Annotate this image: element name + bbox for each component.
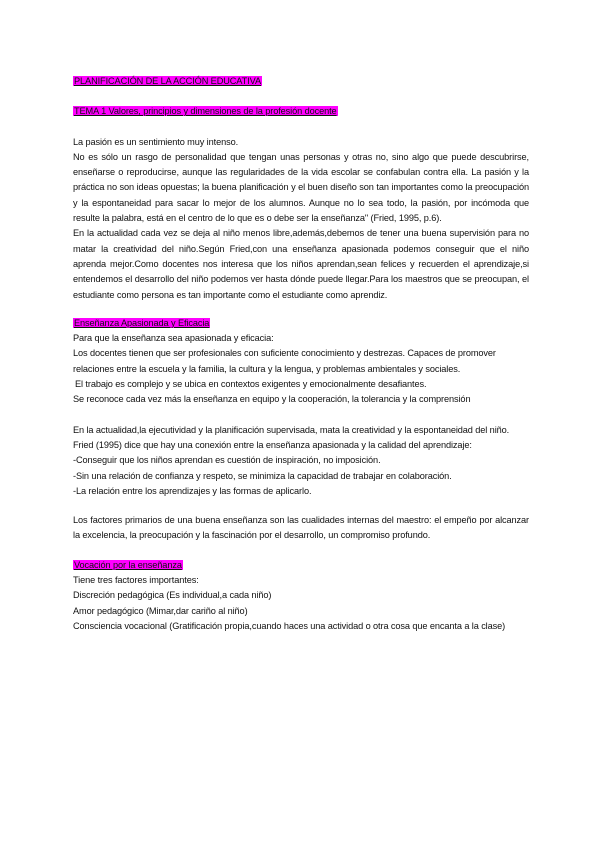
section2-line-10: Los factores primarios de una buena enseñanza son las cualidades internas del maestro: el empeño por alcanzar la excelencia, la preocupación y la fascinación por el desarrollo, un compromiso profundo. — [73, 515, 529, 541]
section2-line-8: -Sin una relación de confianza y respeto, se minimiza la capacidad de trabajar en colaboración. — [73, 470, 452, 481]
section2-heading — [73, 316, 529, 331]
section1-paragraph-3: En la actualidad cada vez se deja al niño menos libre,además,debemos de tener una buena supervisión para no matar la creatividad del niño.Según Fried,con una enseñanza apasionada podemos conseguir que el niño aprenda mejor.Como docentes nos interesa que los niños aprendan,sean felices y recuerden el aprendizaje,si entendemos el desarrollo del niño podemos ver hasta dónde puede llegar.Para los maestros que se preocupan, el estudiante como persona es tan importante como el estudiante como aprendiz. — [73, 228, 529, 300]
section2-heading-text: Enseñanza Apasionada y Eficacia — [74, 317, 210, 328]
section3-heading — [73, 558, 529, 573]
section1-heading-text: TEMA 1 Valores, principios y dimensiones de la profesión docente — [74, 106, 337, 117]
section2-line-5: En la actualidad,la ejecutividad y la planificación supervisada, mata la creatividad y la espontaneidad del niño. — [73, 424, 510, 435]
section2-line-9: -La relación entre los aprendizajes y las formas de aplicarlo. — [73, 485, 312, 496]
document-title-text: PLANIFICACIÓN DE LA ACCIÓN EDUCATIVA — [74, 76, 261, 86]
section3-line-3: Amor pedagógico (Mimar,dar cariño al niño) — [73, 605, 248, 616]
section2-line-1: Para que la enseñanza sea apasionada y eficacia: — [73, 333, 274, 344]
section3-heading-text: Vocación por la enseñanza — [74, 559, 182, 570]
document-title — [73, 74, 529, 89]
section2-line-2: Los docentes tienen que ser profesionales con suficiente conocimiento y destrezas. Capaces de promover relaciones entre la escuela y la familia, la cultura y la lengua, y problemas ambientales y sociales. — [73, 348, 496, 374]
section1-paragraph-2: No es sólo un rasgo de personalidad que tengan unas personas y otras no, sino algo que puede descubrirse, enseñarse o reproducirse, aunque las regularidades de la vida escolar se confabulan contra ella. La pasión y la práctica no son ideas opuestas; la buena planificación y el buen diseño son tan importantes como la preocupación y la espontaneidad para sacar lo mejor de los alumnos. Aunque no lo sea todo, la pasión, por incómoda que resulte la palabra, está en el centro de lo que es o debe ser la enseñanza" (Fried, 1995, p.6). — [73, 151, 529, 224]
section3-line-1: Tiene tres factores importantes: — [73, 575, 199, 586]
section2-line-6: Fried (1995) dice que hay una conexión entre la enseñanza apasionada y la calidad del aprendizaje: — [73, 439, 472, 450]
section2-line-4: Se reconoce cada vez más la enseñanza en equipo y la cooperación, la tolerancia y la comprensión — [73, 394, 471, 405]
section2-line-7: -Conseguir que los niños aprendan es cuestión de inspiración, no imposición. — [73, 455, 381, 466]
section3-line-4: Consciencia vocacional (Gratificación propia,cuando haces una actividad o otra cosa que encanta a la clase) — [73, 620, 506, 631]
section1-heading — [73, 104, 529, 119]
section3-line-2: Discreción pedagógica (Es individual,a cada niño) — [73, 590, 272, 601]
section1-paragraph-1: La pasión es un sentimiento muy intenso. — [73, 136, 239, 147]
section2-line-3: El trabajo es complejo y se ubica en contextos exigentes y emocionalmente desafiantes. — [75, 379, 427, 390]
